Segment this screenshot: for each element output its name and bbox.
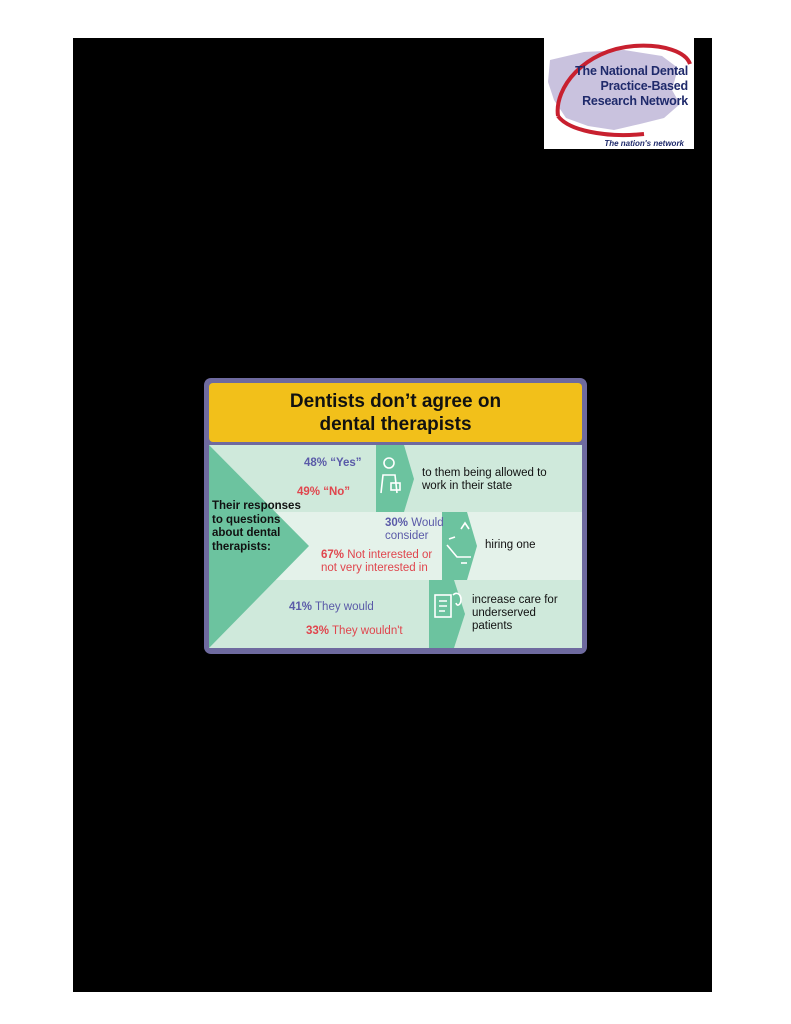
row-1-negative [297, 486, 350, 499]
row-2-positive [385, 517, 444, 543]
ndpbrn-logo [544, 38, 694, 149]
row-3-positive-label: They would [312, 601, 374, 613]
logo-line-3: Research Network [582, 94, 688, 108]
row-3-conclusion-line-3: patients [472, 620, 513, 632]
row-2-negative [321, 549, 432, 575]
row-3-conclusion-line-2: underserved [472, 607, 536, 619]
row-1-conclusion [422, 467, 547, 493]
infographic-title-line-2: dental therapists [319, 413, 472, 435]
row-1-negative-label: “No” [320, 486, 351, 498]
logo-tagline: The nation's network [604, 139, 684, 148]
row-1-conclusion-line-2: work in their state [422, 480, 513, 492]
infographic-title-line-1: Dentists don’t agree on [289, 390, 502, 412]
infographic-header [209, 383, 582, 442]
row-3-negative [306, 625, 403, 638]
row-3-conclusion [472, 594, 558, 633]
logo-line-2: Practice-Based [600, 79, 688, 93]
row-2-negative-pct: 67% [321, 549, 345, 561]
row-3-negative-pct: 33% [306, 625, 330, 637]
row-2-positive-pct: 30% [385, 517, 409, 529]
row-3-negative-label: They wouldn't [329, 625, 403, 637]
infographic-intro-text: Their responses to questions about dental therapists: [212, 500, 301, 553]
row-3-positive [289, 601, 374, 614]
logo-wordmark [575, 64, 688, 109]
row-1-conclusion-line-1: to them being allowed to [422, 467, 547, 479]
row-2-positive-label-2: consider [385, 530, 429, 542]
row-3-positive-pct: 41% [289, 601, 313, 613]
row-1-positive-pct: 48% [304, 457, 328, 469]
row-2-negative-label-1: Not interested or [344, 549, 433, 561]
row-2-positive-label-1: Would [408, 517, 444, 529]
row-1-positive [304, 457, 362, 470]
row-1-positive-label: “Yes” [327, 457, 362, 469]
dental-therapists-infographic [204, 378, 587, 654]
logo-line-1: The National Dental [575, 64, 688, 78]
row-1-negative-pct: 49% [297, 486, 321, 498]
row-2-negative-label-2: not very interested in [321, 562, 428, 574]
row-3-conclusion-line-1: increase care for [472, 594, 558, 606]
infographic-body [209, 445, 582, 648]
row-2-conclusion: hiring one [485, 539, 536, 551]
